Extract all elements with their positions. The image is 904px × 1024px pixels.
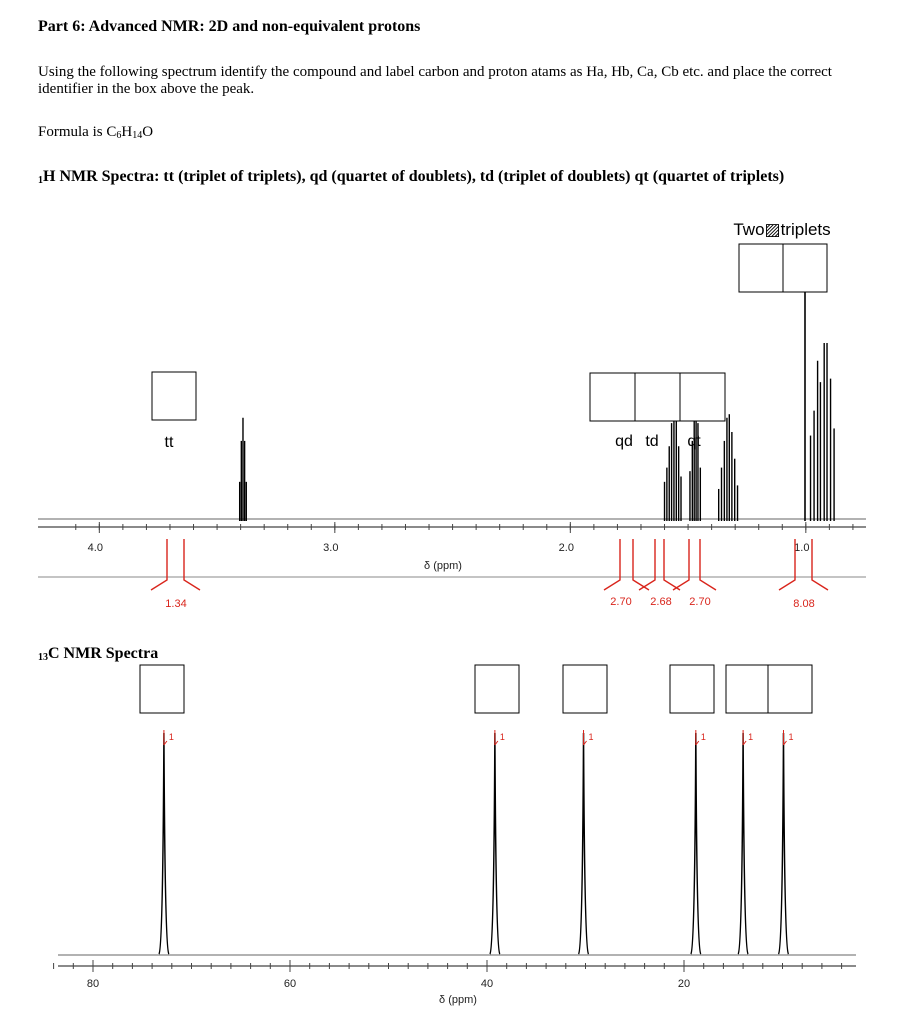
c-peak-integral-value: 1 bbox=[788, 732, 794, 742]
c-answer-box-5[interactable] bbox=[726, 665, 770, 713]
h-integral-qt bbox=[700, 539, 716, 590]
c-answer-box-6[interactable] bbox=[768, 665, 812, 713]
c-peak bbox=[778, 733, 788, 954]
h-tick-label: 2.0 bbox=[558, 542, 574, 554]
h-integral-qd bbox=[633, 539, 649, 590]
c-peak bbox=[738, 733, 748, 954]
h-integral-two-triplets bbox=[812, 539, 828, 590]
h-answer-box-triplet-1[interactable] bbox=[739, 244, 783, 292]
h-integral-td bbox=[664, 539, 680, 590]
c-tick-label: 20 bbox=[677, 978, 691, 990]
h-label-qt: qt bbox=[687, 433, 701, 450]
h-integral-value: 2.70 bbox=[610, 596, 632, 608]
h-label-two-triplets: Two▨triplets bbox=[733, 220, 831, 239]
h-integral-td bbox=[639, 539, 655, 590]
c-peak-integral-value: 1 bbox=[499, 732, 505, 742]
c-answer-box-1[interactable] bbox=[140, 665, 184, 713]
h-integral-two-triplets bbox=[779, 539, 795, 590]
formula-label: Formula is C bbox=[38, 124, 117, 140]
c-nmr-heading-text: C NMR Spectra bbox=[48, 645, 159, 662]
c-peak-integral-mark bbox=[584, 730, 587, 745]
h-answer-box-qt[interactable] bbox=[680, 373, 725, 421]
c-peak bbox=[490, 733, 500, 954]
h-nmr-heading-text: H NMR Spectra: tt (triplet of triplets), qd (quartet of doublets), td (triplet of doublets) qt (quartet of triplets) bbox=[43, 168, 785, 185]
h-answer-box-tt[interactable] bbox=[152, 372, 196, 420]
h-integral-value: 8.08 bbox=[793, 598, 815, 610]
formula-h-label: H bbox=[121, 124, 133, 140]
h-label-tt: tt bbox=[164, 434, 174, 451]
h-integral-tt bbox=[184, 539, 200, 590]
c-tick-label: 40 bbox=[480, 978, 494, 990]
c-peak-integral-mark bbox=[743, 730, 746, 745]
c-peak-integral-value: 1 bbox=[700, 732, 706, 742]
h-answer-box-td[interactable] bbox=[635, 373, 680, 421]
h-nmr-prefix: 1 bbox=[38, 175, 43, 186]
c-peak-integral-mark bbox=[783, 730, 786, 745]
h-integral-value: 2.70 bbox=[689, 596, 711, 608]
c-peak-integral-mark bbox=[696, 730, 699, 745]
h-x-axis-label: δ (ppm) bbox=[424, 560, 462, 572]
h-integral-tt bbox=[151, 539, 167, 590]
c-tick-label: 80 bbox=[86, 978, 100, 990]
c-peak-integral-value: 1 bbox=[588, 732, 594, 742]
h-label-qd: qd bbox=[615, 433, 633, 450]
c-peak bbox=[159, 733, 169, 954]
h-integral-qd bbox=[604, 539, 620, 590]
c-peak bbox=[691, 733, 701, 954]
c-answer-box-4[interactable] bbox=[670, 665, 714, 713]
formula-o-label: O bbox=[142, 124, 154, 140]
c-peak bbox=[579, 733, 589, 954]
formula-h-count: 14 bbox=[132, 130, 143, 141]
c-peak-integral-mark bbox=[495, 730, 498, 745]
formula-c-count: 6 bbox=[116, 130, 122, 141]
page-title: Part 6: Advanced NMR: 2D and non-equivalent protons bbox=[38, 18, 421, 35]
h-tick-label: 1.0 bbox=[794, 542, 810, 554]
c-x-axis-label: δ (ppm) bbox=[439, 994, 477, 1006]
c-peak-integral-mark bbox=[164, 730, 167, 745]
h-integral-value: 2.68 bbox=[650, 596, 672, 608]
h-integral-value: 1.34 bbox=[165, 598, 187, 610]
h-tick-label: 4.0 bbox=[87, 542, 103, 554]
instructions: Using the following spectrum identify the compound and label carbon and proton atams as Ha, Hb, Ca, Cb etc. and place the correct identifier in the box above the peak. bbox=[38, 64, 832, 97]
h-label-td: td bbox=[645, 433, 659, 450]
c-tick-label: 60 bbox=[283, 978, 297, 990]
c-peak-integral-value: 1 bbox=[168, 732, 174, 742]
c-peak-integral-value: 1 bbox=[748, 732, 754, 742]
h-answer-box-qd[interactable] bbox=[590, 373, 635, 421]
h-answer-box-triplet-2[interactable] bbox=[783, 244, 827, 292]
c-answer-box-3[interactable] bbox=[563, 665, 607, 713]
h-tick-label: 3.0 bbox=[323, 542, 339, 554]
c-nmr-prefix: 13 bbox=[38, 652, 48, 663]
h-integral-qt bbox=[673, 539, 689, 590]
c-answer-box-2[interactable] bbox=[475, 665, 519, 713]
